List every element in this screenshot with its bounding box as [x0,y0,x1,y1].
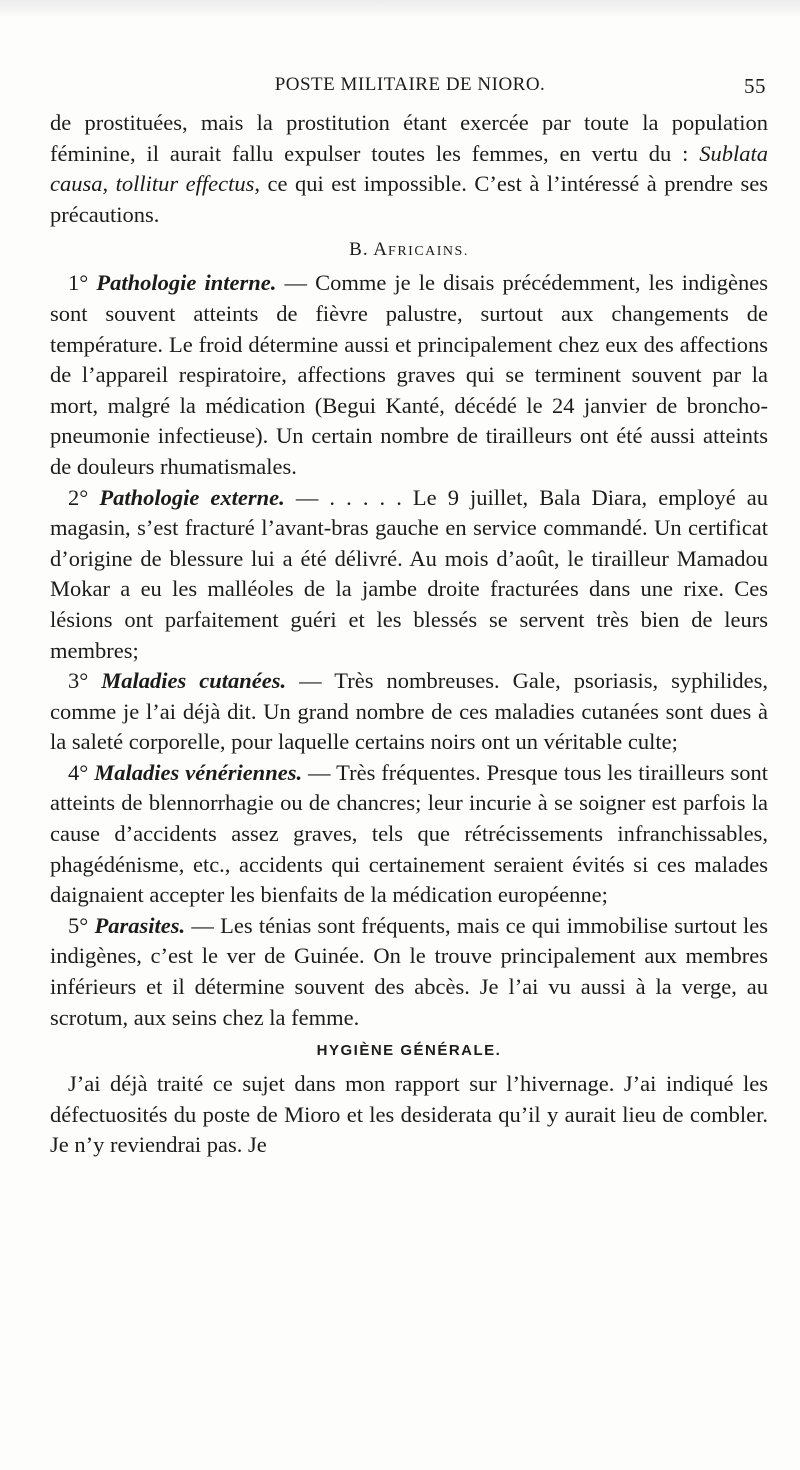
item-topic: Parasites. [94,912,186,938]
item-text: — Très nombreuses. Gale, psoriasis, syphilides, comme je l’ai déjà dit. Un grand nombre de ces maladies cutanées sont dues à la saleté corporelle, pour laquelle certains noirs ont un véritable culte; [50,668,768,755]
section-rest: FRICAINS. [388,244,469,260]
latin-maxim: Sublata causa, tollitur effectus [50,140,768,197]
item-topic: Pathologie externe. [99,484,285,510]
hygiene-paragraph: J’ai déjà traité ce sujet dans mon rapport sur l’hivernage. J’ai indiqué les défectuosités du poste de Mioro et les desiderata qu’il y aurait lieu de combler. Je n’y reviendrai pas. Je [50,1071,768,1158]
page-number: 55 [744,74,766,98]
intro-lead: de prostituées, mais la prostitution étant exercée par toute la population féminine, il aurait fallu expulser toutes les femmes, en vertu du : [50,110,768,166]
intro-tail: , ce qui est impossible. C’est à l’intéressé à prendre ses précautions. [50,171,768,227]
running-head-title: POSTE MILITAIRE DE NIORO. [274,74,546,95]
item-number: 5° [68,912,95,938]
running-head [50,74,770,104]
item-text: — Très fréquentes. Presque tous les tirailleurs sont atteints de blennorrhagie ou de chancres; leur incurie à se soigner est parfois la cause d’accidents assez graves, tels que rétrécissements infranchissables, phagédénisme, etc., accidents qui certainement seraient évités si ces malades daignaient accepter les bienfaits de la médication européenne; [50,759,768,908]
intro-paragraph [50,108,768,230]
item-number: 4° [68,759,95,785]
item-topic: Pathologie interne. [96,270,277,296]
item-topic: Maladies cutanées. [101,668,287,694]
item-number: 3° [68,668,102,694]
item-number: 2° [68,484,100,510]
item-topic: Maladies vénériennes. [94,759,303,785]
section-heading-hygiene: HYGIÈNE GÉNÉRALE. [316,1042,502,1060]
body-text [50,108,768,1161]
item-text: — Les ténias sont fréquents, mais ce qui immobilise surtout les indigènes, c’est le ver de Guinée. On le trouve principalement aux membres inférieurs et il détermine souvent des abcès. Je l’ai vu aussi à la verge, au scrotum, aux seins chez la femme. [50,912,768,1030]
item-text: — Comme je le disais précédemment, les indigènes sont souvent atteints de fièvre palustre, surtout aux changements de température. Le froid détermine aussi et principalement chez eux des affections de l’appareil respiratoire, affections graves qui se terminent souvent par la mort, malgré la médication (Begui Kanté, décédé le 24 janvier de broncho-pneumonie infectieuse). Un certain nombre de tirailleurs ont été aussi atteints de douleurs rhumatismales. [50,270,768,479]
item-parasites [50,911,768,1033]
item-pathologie-externe [50,483,768,667]
item-maladies-veneriennes [50,758,768,911]
section-heading-africains [50,230,768,268]
item-pathologie-interne [50,268,768,482]
item-number: 1° [68,270,97,296]
page-top-edge [0,0,800,18]
item-text: — . . . . . Le 9 juillet, Bala Diara, employé au magasin, s’est fracturé l’avant-bras gauche en service commandé. Un certificat d’origine de blessure lui a été délivré. Au mois d’août, le tirailleur Mamadou Mokar a eu les malléoles de la jambe droite fracturées dans une rixe. Ces lésions ont parfaitement guéri et les blessés se servent très bien de leurs membres; [50,484,768,663]
section-letter: B. [349,239,374,261]
item-maladies-cutanees [50,666,768,758]
section-initial: A [373,239,389,261]
